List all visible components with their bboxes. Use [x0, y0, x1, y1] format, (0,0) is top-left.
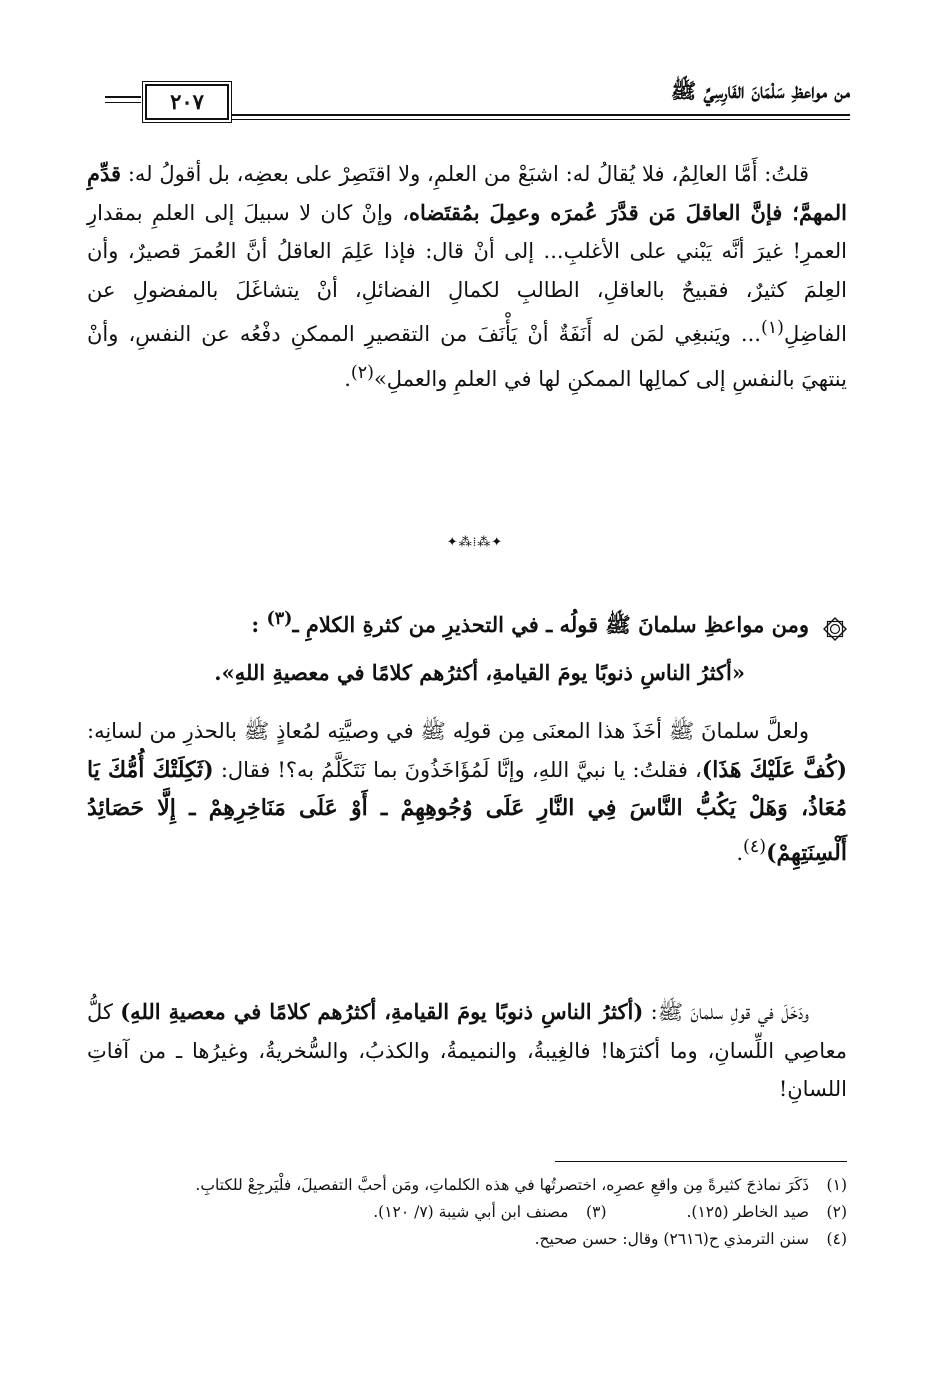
paragraph-text: كلُّ معاصِي اللِّسانِ، وما أكثرَها! فالغِيبةُ، والنميمةُ، والكذبُ، والسُّخريةُ، وغيرُها ـ من آفاتِ اللسانِ!	[87, 1000, 847, 1101]
footnote-1	[87, 1172, 847, 1199]
footnote-number: (٣)	[586, 1203, 607, 1221]
header-rule	[232, 114, 850, 116]
section-heading-text: ومن مواعظِ سلمانَ ﷺ قولُه ـ في التحذيرِ من كثرةِ الكلامِ ـ	[292, 612, 809, 637]
paragraph-3	[87, 993, 847, 1109]
footnote-4	[87, 1226, 847, 1253]
footnote-3	[373, 1199, 606, 1226]
footnote-marker-2: (٢)	[350, 362, 374, 383]
running-title: من مواعظِ سَلْمَانَ الفَارِسِيِّ ﷺ	[670, 78, 850, 103]
footnote-marker-1: (١)	[760, 318, 784, 338]
paragraph-text: ودَخَلَ في قولِ سلمانَ ﷺ:	[643, 1000, 810, 1024]
footnote-text: مصنف ابن أبي شيبة (٧/ ١٢٠).	[373, 1203, 569, 1221]
footnote-marker-4: (٤)	[743, 836, 767, 857]
footnote-row	[87, 1199, 847, 1226]
paragraph-text: قلتُ: أَمَّا العالِمُ، فلا يُقالُ له: اشبَعْ من العلمِ، ولا اقتَصِرْ على بعضِه، بل أقولُ له:	[121, 162, 809, 186]
paragraph-text: ... ويَنبغِي لمَن له أَنَفَةٌ أنْ يَأْنَفَ من التقصيرِ الممكنِ دفْعُه عن النفسِ، وأنْ ينتهيَ بالنفسِ إلى كمالِها الممكنِ لها في العلمِ والعملِ»	[87, 322, 847, 391]
paragraph-text: .	[344, 366, 351, 391]
flower-bullet-icon	[823, 615, 847, 639]
footnote-marker-3: (٣)	[266, 609, 293, 629]
footnote-separator	[555, 1161, 847, 1162]
paragraph-text: ، وإنْ كان لا سبيلَ إلى العلمِ بمقدارِ العمرِ! غيرَ أنَّه يَبْني على الأغلبِ... إلى أنْ قال: فإذا عَلِمَ العاقلُ أنَّ العُمرَ قصيرٌ، وأن العِلمَ كثيرٌ، فقبيحٌ بالعاقلِ، الطالبِ لكمالِ الفضائلِ، أنْ يتشاغَلَ بالمفضولِ عن الفاضِلِ	[87, 200, 847, 346]
paragraph-text: .	[736, 840, 744, 865]
page-header	[105, 78, 850, 126]
footnote-number: (١)	[826, 1176, 847, 1194]
footnote-text: ذَكَرَ نماذجَ كثيرةً مِن واقعِ عصرِه، اختصرتُها في هذه الكلماتِ، ومَن أحبَّ التفصيلَ، فلْيَرجِعْ للكتابِ.	[195, 1176, 809, 1194]
footnotes	[87, 1172, 847, 1253]
paragraph-1	[87, 155, 847, 398]
hadith-phrase: (كُفَّ عَلَيْكَ هَذَا)	[701, 756, 847, 783]
footnote-2	[687, 1199, 848, 1226]
header-rule-thin	[232, 119, 850, 120]
bold-phrase: قدِّمِ المهمَّ؛ فإنَّ العاقلَ مَن قدَّرَ عُمرَه وعمِلَ بمُقتَضاه	[87, 161, 847, 225]
footnote-number: (٢)	[826, 1203, 847, 1221]
footnote-text: صيد الخاطر (١٢٥).	[686, 1203, 809, 1221]
paragraph-text: ولعلَّ سلمانَ ﷺ أخَذَ هذا المعنَى مِن قولِه ﷺ في وصيَّتِه لمُعاذٍ ﷺ بالحذرِ من لسانِه:	[87, 719, 809, 743]
heading-colon: :	[251, 612, 260, 637]
page-number-rule	[105, 96, 141, 98]
hadith-phrase: (ثَكِلَتْكَ أُمُّكَ يَا مُعَاذُ، وَهَلْ يَكُبُّ النَّاسَ فِي النَّارِ عَلَى وُجُوهِهِمْ ـ أَوْ عَلَى مَنَاخِرِهِمْ ـ إِلَّا حَصَائِدُ أَلْسِنَتِهِمْ)	[87, 756, 847, 866]
paragraph-2	[87, 712, 847, 872]
footnote-number: (٤)	[826, 1230, 847, 1248]
salman-quote: «أكثرُ الناسِ ذنوبًا يومَ القيامةِ، أكثرُهم كلامًا في معصيةِ اللهِ».	[214, 660, 745, 685]
paragraph-text: ، فقلتُ: يا نبيَّ اللهِ، وإنَّا لَمُؤَاخَذُونَ بما نَتَكَلَّمُ به؟! فقال:	[213, 757, 702, 782]
bold-phrase: (أكثرُ الناسِ ذنوبًا يومَ القيامةِ، أكثرُهم كلامًا في معصيةِ اللهِ)	[120, 999, 644, 1024]
section-divider-ornament: ✦⁂⁞⁂✦	[446, 535, 504, 550]
page-number-rule-thin	[105, 102, 141, 103]
footnote-text: سنن الترمذي ح(٢٦١٦) وقال: حسن صحيح.	[534, 1230, 809, 1248]
page-number: ٢٠٧	[145, 84, 229, 120]
section-heading	[77, 600, 847, 644]
